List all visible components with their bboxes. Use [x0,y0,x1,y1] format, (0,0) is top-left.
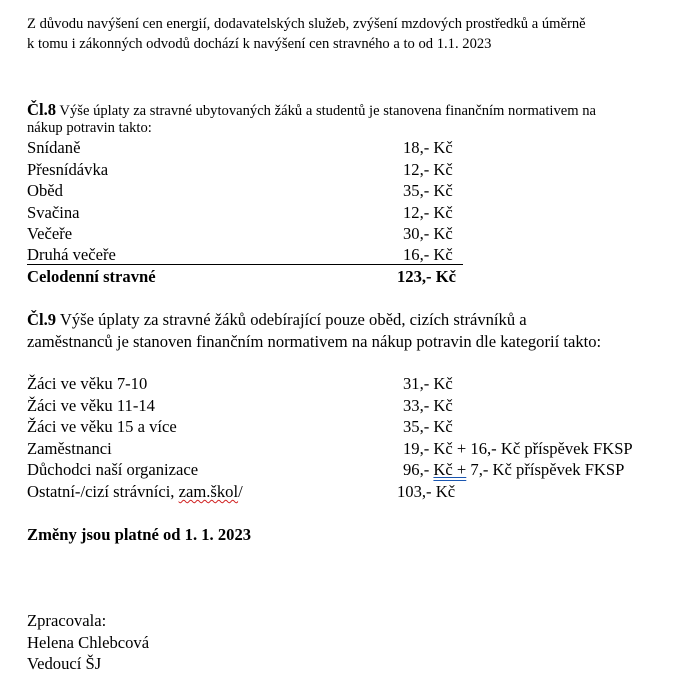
signature-prepared-by: Zpracovala: [27,611,107,630]
changes-valid-note: Změny jsou platné od 1. 1. 2023 [27,525,252,544]
cl8-total-label: Celodenní stravné [27,267,156,286]
others-label-part-a: Ostatní-/cizí strávníci, [27,482,179,501]
signature-name: Helena Chlebcová [27,633,150,652]
cl9-heading: Čl.9 [27,310,57,329]
intro-line-1: Z důvodu navýšení cen energií, dodavatelských služeb, zvýšení mzdových prostředků a úměrně [27,16,586,32]
cl8-item-price: 12,- Kč [403,160,453,179]
total-separator-line [27,264,463,265]
cl8-item-price: 35,- Kč [403,181,453,200]
cl9-item-label: Žáci ve věku 11-14 [27,396,155,415]
cl8-item-label: Snídaně [27,138,81,157]
cl9-item-price: 31,- Kč [403,374,453,393]
cl9-item-label: Žáci ve věku 7-10 [27,374,148,393]
cl8-item-label: Oběd [27,181,63,200]
cl9-text-2: zaměstnanců je stanoven finančním normativem na nákup potravin dle kategorií takto: [27,332,602,351]
cl8-item-price: 16,- Kč [403,245,453,264]
intro-line-2: k tomu i zákonných odvodů dochází k navýšení cen stravného a to od 1.1. 2023 [27,36,492,52]
cl8-heading: Čl.8 [27,100,57,119]
cl9-pensioners-label: Důchodci naší organizace [27,460,199,479]
cl8-text-1: Výše úplaty za stravné ubytovaných žáků a studentů je stanovena finančním normativem na [56,103,596,119]
cl9-item-label: Žáci ve věku 15 a více [27,417,177,436]
cl8-item-label: Druhá večeře [27,245,116,264]
cl9-item-price: 19,- Kč + 16,- Kč příspěvek FKSP [403,439,633,458]
pensioners-price-part-c: 7,- Kč příspěvek FKSP [466,460,625,479]
cl9-paragraph-line-1 [27,310,527,330]
cl8-item-label: Svačina [27,203,80,222]
cl8-paragraph-line-1 [27,100,596,120]
cl9-others-price: 103,- Kč [397,482,456,501]
pensioners-price-part-a: 96,- [403,460,434,479]
cl8-item-label: Večeře [27,224,73,243]
cl8-text-2: nákup potravin takto: [27,120,152,136]
others-label-spellcheck: zam.škol [178,482,239,501]
cl9-pensioners-price [403,460,624,480]
cl9-item-price: 35,- Kč [403,417,453,436]
cl8-item-label: Přesnídávka [27,160,109,179]
pensioners-price-marked: Kč + [433,460,467,479]
cl8-item-price: 18,- Kč [403,138,453,157]
cl8-item-price: 30,- Kč [403,224,453,243]
signature-title: Vedoucí ŠJ [27,654,102,673]
cl9-item-label: Zaměstnanci [27,439,112,458]
cl9-others-label [27,482,243,502]
cl9-text-1: Výše úplaty za stravné žáků odebírající pouze oběd, cizích strávníků a [56,310,527,329]
cl9-item-price: 33,- Kč [403,396,453,415]
others-label-part-c: / [238,482,243,501]
cl8-total-price: 123,- Kč [397,267,456,286]
cl8-item-price: 12,- Kč [403,203,453,222]
